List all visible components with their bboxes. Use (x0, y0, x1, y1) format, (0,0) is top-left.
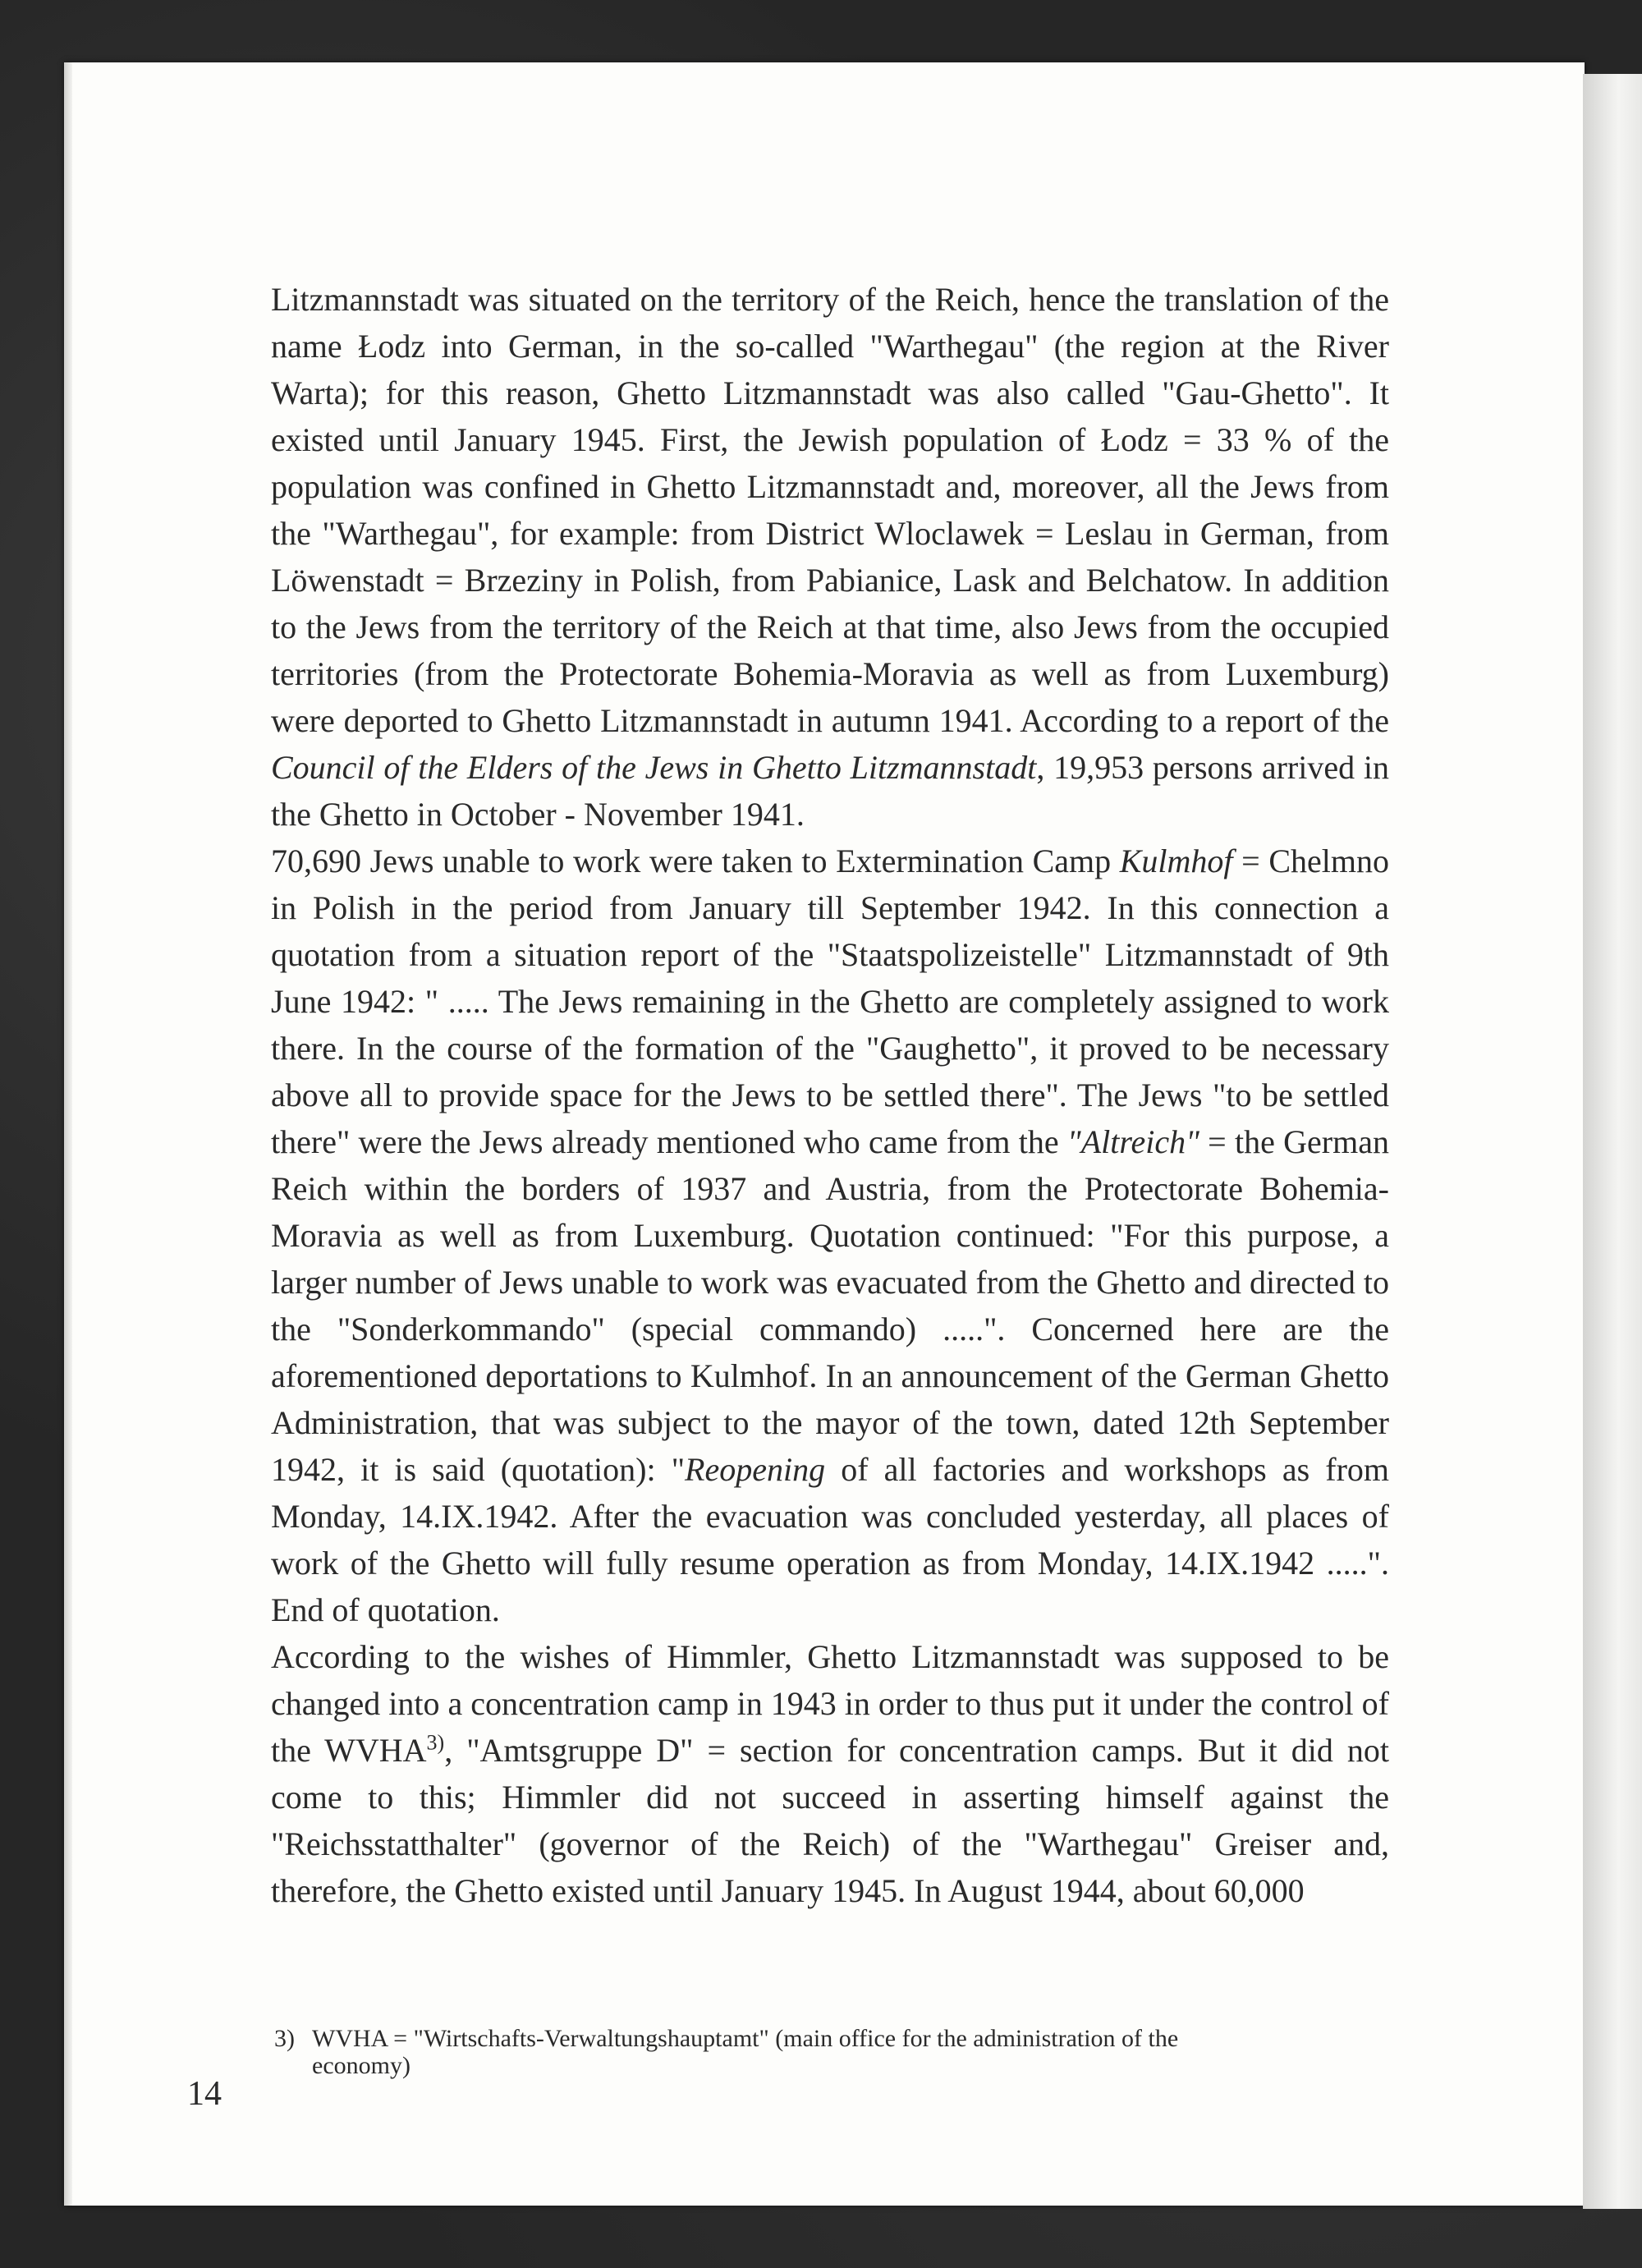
italic-reopening: Reopening (685, 1451, 826, 1488)
italic-altreich: "Altreich" (1066, 1123, 1199, 1160)
text-segment: = Chelmno in Polish in the period from January till September 1942. In this connection a quotation from a situation report of the "Staatspolizeistelle" Litzmannstadt of 9th June 1942: " ..... The Jews remaining in the Ghetto are completely assigned to work there. In the course of the formation of the "Gaughetto", it proved to be necessary above all to provide space for the Jews to be settled there". The Jews "to be settled there" were the Jews already mentioned who came from the (271, 842, 1390, 1160)
paragraph-3 (271, 1633, 1389, 1914)
paragraph-1 (271, 276, 1389, 838)
italic-kulmhof: Kulmhof (1119, 842, 1233, 879)
page-number: 14 (187, 2075, 222, 2113)
italic-council-title: Council of the Elders of the Jews in Ghetto Litzmannstadt (271, 749, 1037, 786)
page-binding-edge (64, 62, 72, 2206)
body-text (271, 276, 1389, 1914)
footnote (274, 2025, 1383, 2079)
text-segment: = the German Reich within the borders of 1937 and Austria, from the Protectorate Bohemia-Moravia as well as from Luxemburg. Quotation continued: "For this purpose, a larger number of Jews unable to work was evacuated from the Ghetto and directed to the "Sonderkommando" (special commando) .....". Concerned here are the aforementioned deportations to Kulmhof. In an announcement of the German Ghetto Administration, that was subject to the mayor of the town, dated 12th September 1942, it is said (quotation): " (271, 1123, 1389, 1488)
text-segment: 70,690 Jews unable to work were taken to Extermination Camp (271, 842, 1120, 879)
footnote-text: WVHA = "Wirtschafts-Verwaltungshauptamt" (main office for the administration of the (312, 2025, 1179, 2052)
text-segment: Litzmannstadt was situated on the territory of the Reich, hence the translation of the name Łodz into German, in the so-called "Warthegau" (the region at the River Warta); for this reason, Ghetto Litzmannstadt was also called "Gau-Ghetto". It existed until January 1945. First, the Jewish population of Łodz = 33 % of the population was confined in Ghetto Litzmannstadt and, moreover, all the Jews from the "Warthegau", for example: from District Wloclawek = Leslau in German, from Löwenstadt = Brzeziny in Polish, from Pabianice, Lask and Belchatow. In addition to the Jews from the territory of the Reich at that time, also Jews from the occupied territories (from the Protectorate Bohemia-Moravia as well as from Luxemburg) were deported to Ghetto Litzmannstadt in autumn 1941. According to a report of the (271, 281, 1389, 739)
text-segment: According to the wishes of Himmler, Ghetto Litzmannstadt was supposed to be changed into a concentration camp in 1943 in order to thus put it under the control of the WVHA (271, 1638, 1389, 1769)
text-segment: , "Amtsgruppe D" = section for concentration camps. But it did not come to this; Himmler did not succeed in asserting himself against the "Reichsstatthalter" (governor of the Reich) of the "Warthegau" Greiser and, therefore, the Ghetto existed until January 1945. In August 1944, about 60,000 (271, 1732, 1389, 1909)
text-segment: , 19,953 persons arrived in the Ghetto in October - November 1941. (271, 749, 1389, 833)
footnote-number: 3) (274, 2025, 295, 2052)
paragraph-2 (271, 838, 1389, 1633)
footnote-reference: 3) (426, 1730, 445, 1755)
next-page-edge (1583, 74, 1642, 2209)
footnote-continuation: economy) (312, 2052, 410, 2079)
text-segment: of all factories and workshops as from Monday, 14.IX.1942. After the evacuation was concluded yesterday, all places of work of the Ghetto will fully resume operation as from Monday, 14.IX.1942 .....". End of quotation. (271, 1451, 1390, 1628)
